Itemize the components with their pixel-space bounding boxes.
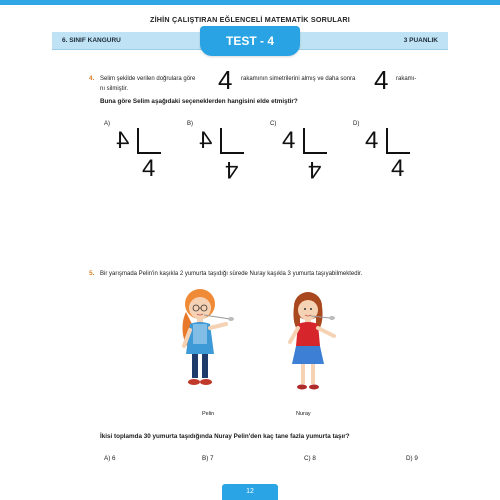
q4-text-middle: rakamının simetrilerini almış ve daha sonra xyxy=(241,76,356,82)
test-tab: TEST - 4 xyxy=(200,26,300,56)
q4-option-a-vertical-line xyxy=(137,128,139,154)
q4-option-c-horizontal-line xyxy=(303,152,327,154)
q5-text: Bir yarışmada Pelin'in kaşıkla 2 yumurta taşıdığı sürede Nuray kaşıkla 3 yumurta taşıyabilmektedir. xyxy=(100,271,363,277)
q4-option-d-top-digit: 4 xyxy=(365,127,379,154)
q4-question: Buna göre Selim aşağıdaki seçeneklerden hangisini elde etmiştir? xyxy=(100,98,298,105)
q4-option-a-label[interactable]: A) xyxy=(104,121,110,127)
header-right-label: 3 PUANLIK xyxy=(403,37,438,44)
q4-option-a-horizontal-line xyxy=(137,152,161,154)
q4-option-d-bottom-digit: 4 xyxy=(391,155,405,182)
pelin-label: Pelin xyxy=(202,411,215,417)
header-left-label: 6. SINIF KANGURU xyxy=(62,37,121,44)
q4-option-b-top-digit: 4 xyxy=(199,127,213,154)
q4-option-c-vertical-line xyxy=(303,128,305,154)
top-strip xyxy=(0,0,500,5)
q5-answer-d[interactable]: D) 9 xyxy=(406,455,418,462)
q5-answer-c[interactable]: C) 8 xyxy=(304,455,316,462)
q4-option-d-label[interactable]: D) xyxy=(353,121,360,127)
q4-number: 4. xyxy=(89,75,95,82)
q4-option-b-label[interactable]: B) xyxy=(187,121,193,127)
q4-option-c-figure[interactable] xyxy=(270,124,340,184)
q5-answer-a[interactable]: A) 6 xyxy=(104,455,116,462)
q4-option-a-bottom-digit: 4 xyxy=(142,155,156,182)
q4-option-a-top-digit: 4 xyxy=(116,127,130,154)
q4-digit-inline-2: 4 xyxy=(374,65,389,95)
q4-option-c-label[interactable]: C) xyxy=(270,121,277,127)
series-title: ZİHİN ÇALIŞTIRAN EĞLENCELİ MATEMATİK SORULARI xyxy=(150,15,350,24)
q5-question: İkisi toplamda 30 yumurta taşıdığında Nuray Pelin'den kaç tane fazla yumurta taşır? xyxy=(100,433,350,440)
nuray-label: Nuray xyxy=(296,411,311,417)
q4-option-a-figure[interactable] xyxy=(104,124,174,184)
q4-option-c-bottom-digit: 4 xyxy=(308,156,322,183)
q4-option-b-figure[interactable] xyxy=(187,124,257,184)
q4-text-after-2: nı silmiştir. xyxy=(100,86,129,92)
q4-option-b-vertical-line xyxy=(220,128,222,154)
q4-option-d-vertical-line xyxy=(386,128,388,154)
q4-text-before: Selim şekilde verilen doğrulara göre xyxy=(100,76,196,82)
page-number: 12 xyxy=(246,488,254,495)
q4-text-after: rakamı- xyxy=(396,76,417,82)
q4-option-b-bottom-digit: 4 xyxy=(225,156,239,183)
page-number-tab xyxy=(222,484,278,500)
q4-option-d-horizontal-line xyxy=(386,152,410,154)
q5-number: 5. xyxy=(89,270,95,277)
pelin-illustration xyxy=(168,284,248,394)
q4-digit-inline: 4 xyxy=(218,65,233,95)
nuray-illustration xyxy=(278,288,358,398)
q5-answer-b[interactable]: B) 7 xyxy=(202,455,214,462)
q4-option-d-figure[interactable] xyxy=(353,124,423,184)
q4-option-b-horizontal-line xyxy=(220,152,244,154)
q4-option-c-top-digit: 4 xyxy=(282,127,296,154)
